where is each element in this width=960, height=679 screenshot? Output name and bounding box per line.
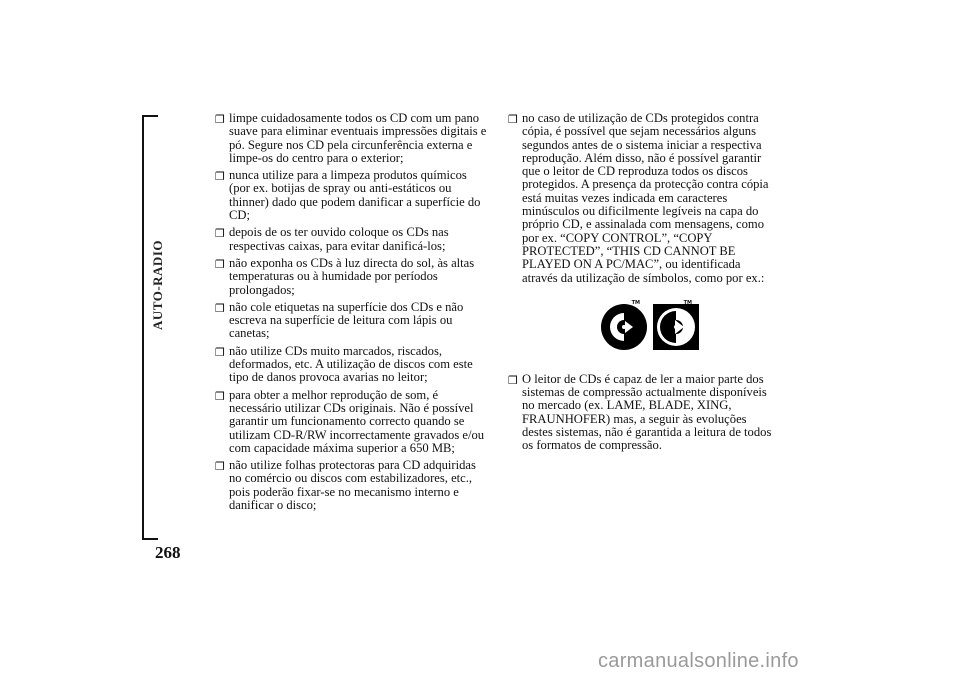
checkbox-bullet-icon: ❒ (215, 227, 225, 241)
copy-control-disc-square-icon (652, 299, 700, 351)
list-item-text: nunca utilize para a limpeza produtos químicos (por ex. botijas de spray ou anti-estáticos ou thinner) dado que podem danificar a superfície do CD; (229, 168, 481, 223)
list-item-text: limpe cuidadosamente todos os CD com um pano suave para eliminar eventuais impressões digitais e pó. Segure nos CD pela circunferência externa e limpe-os do centro para o exterior; (229, 111, 487, 165)
checkbox-bullet-icon: ❒ (508, 113, 518, 126)
list-item-text: não utilize CDs muito marcados, riscados, deformados, etc. A utilização de discos com este tipo de danos provoca avarias no leitor; (229, 343, 473, 385)
list-item (215, 226, 487, 253)
page-number: 268 (155, 543, 181, 562)
copy-protection-logos (508, 299, 778, 351)
watermark: carmanualsonline.info (598, 650, 799, 672)
checkbox-bullet-icon: ❒ (215, 460, 225, 474)
checkbox-bullet-icon: ❒ (215, 257, 225, 271)
checkbox-bullet-icon: ❒ (215, 170, 225, 184)
list-item (215, 389, 487, 455)
list-item (215, 301, 487, 341)
checkbox-bullet-icon: ❒ (215, 389, 225, 403)
list-item (215, 459, 487, 512)
checkbox-bullet-icon: ❒ (215, 345, 225, 359)
list-item (508, 373, 778, 453)
checkbox-bullet-icon: ❒ (508, 373, 518, 387)
checkbox-bullet-icon: ❒ (215, 301, 225, 315)
margin-rule-top-cap (142, 115, 158, 117)
left-column (215, 112, 487, 516)
margin-rule-bottom-cap (142, 538, 158, 540)
list-item (215, 345, 487, 385)
list-item-text: depois de os ter ouvido coloque os CDs nas respectivas caixas, para evitar danificá-los; (229, 225, 449, 253)
list-item (215, 257, 487, 297)
copy-control-disc-round-icon (600, 299, 648, 351)
trademark-mark: TM (683, 299, 692, 306)
margin-rule (142, 115, 144, 540)
list-item (215, 169, 487, 222)
list-item-text: O leitor de CDs é capaz de ler a maior parte dos sistemas de compressão actualmente disponíveis no mercado (ex. LAME, BLADE, XING, FRAUNHOFER) mas, a seguir às evoluções destes sistemas, não é garantida a leitura de todos os formatos de compressão. (522, 371, 772, 453)
list-item-text: não cole etiquetas na superfície dos CDs e não escreva na superfície de leitura com lápis ou canetas; (229, 299, 464, 341)
list-item-text: para obter a melhor reprodução de som, é necessário utilizar CDs originais. Não é possível garantir um funcionamento correcto quando se utilizam CD-R/RW incorrectamente gravados e/ou com capacidade máxima superior a 650 MB; (229, 387, 485, 455)
section-label: AUTO-RADIO (150, 240, 165, 330)
list-item (215, 112, 487, 165)
list-item-text: não exponha os CDs à luz directa do sol, às altas temperaturas ou à humidade por períodos prolongados; (229, 255, 475, 297)
list-item-text: no caso de utilização de CDs protegidos contra cópia, é possível que sejam necessários alguns segundos antes de o sistema iniciar a respectiva reprodução. Além disso, não é possível garantir que o leitor de CD reproduza todos os discos protegidos. A presença da protecção contra cópia está muitas vezes indicada em caracteres minúsculos ou dificilmente legíveis na capa do próprio CD, e assinalada com mensagens, como por ex. “COPY CONTROL”, “COPY PROTECTED”, “THIS CD CANNOT BE PLAYED ON A PC/MAC”, ou identificada através da utilização de símbolos, como por ex.: (522, 111, 769, 285)
right-column (508, 112, 778, 457)
checkbox-bullet-icon: ❒ (215, 113, 225, 126)
trademark-mark: TM (631, 299, 640, 306)
list-item-text: não utilize folhas protectoras para CD adquiridas no comércio ou discos com estabilizadores, etc., pois poderão fixar-se no mecanismo interno e danificar o disco; (229, 458, 476, 513)
list-item (508, 112, 778, 285)
